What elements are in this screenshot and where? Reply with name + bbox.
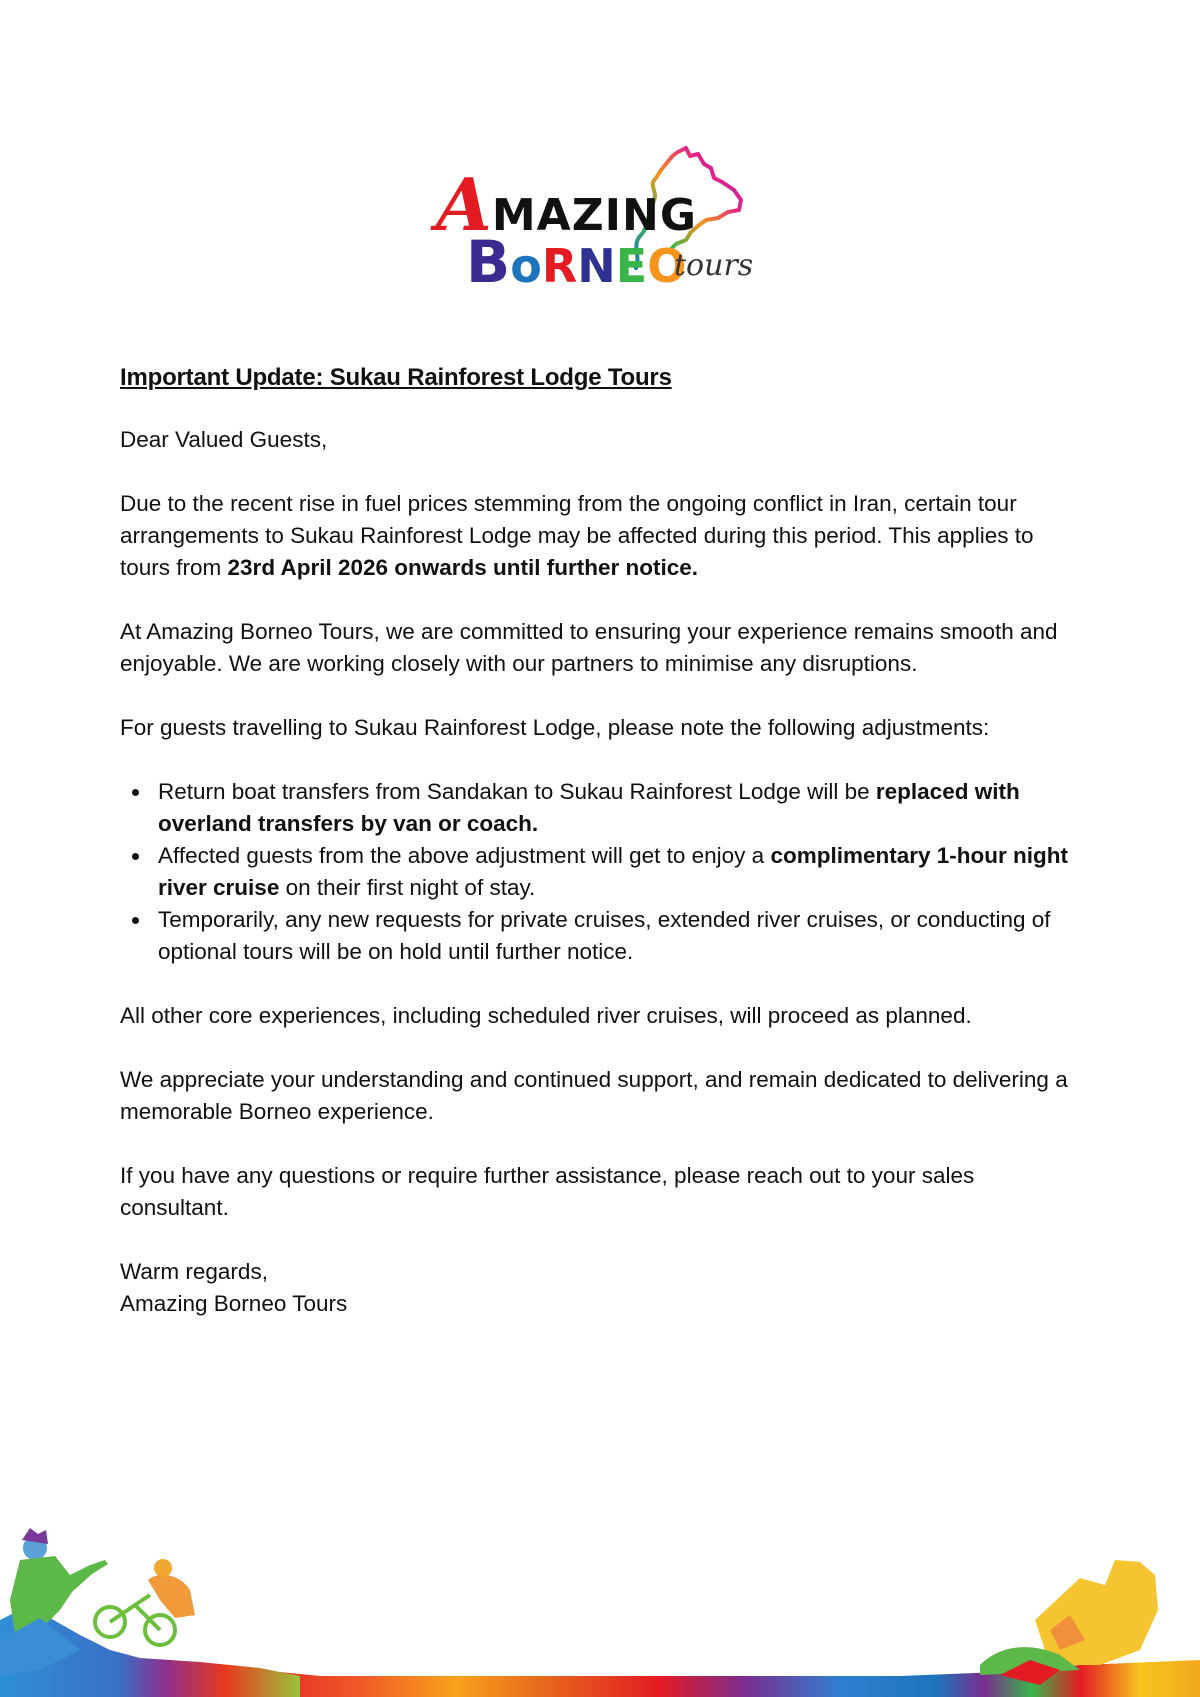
- logo-letter-n: N: [577, 239, 616, 293]
- list-item-text: Affected guests from the above adjustment will get to enjoy a: [158, 843, 771, 868]
- logo-letter-e: E: [615, 239, 648, 293]
- logo-borneo-B: B: [466, 228, 511, 296]
- paragraph-appreciation: We appreciate your understanding and continued support, and remain dedicated to delivering a memorable Borneo experience.: [120, 1067, 1068, 1124]
- list-item: [158, 904, 1080, 968]
- list-item-text-post: on their first night of stay.: [279, 875, 536, 900]
- logo-amazing-A: A: [436, 162, 492, 247]
- paragraph-fuel-notice: [120, 488, 1080, 584]
- list-item-text: Temporarily, any new requests for private cruises, extended river cruises, or conducting of optional tours will be on hold until further notice.: [158, 907, 1051, 964]
- paragraph-core-experiences: All other core experiences, including scheduled river cruises, will proceed as planned.: [120, 1003, 972, 1028]
- list-item: [158, 840, 1080, 904]
- company-logo: [436, 140, 766, 300]
- logo-amazing-rest: MAZING: [491, 190, 697, 241]
- letter-body: [120, 362, 1080, 1320]
- list-item-bold: replaced with overland transfers by van or coach.: [158, 779, 1020, 836]
- list-item: [158, 776, 1080, 840]
- logo-letter-o: o: [510, 239, 542, 293]
- footer-watercolor-art: [0, 1500, 1200, 1697]
- adjustments-list: [120, 776, 1080, 968]
- signature: Amazing Borneo Tours: [120, 1291, 348, 1316]
- paragraph-commitment: At Amazing Borneo Tours, we are committed to ensuring your experience remains smooth and enjoyable. We are working closely with our partners to minimise any disruptions.: [120, 619, 1058, 676]
- paragraph-text: Due to the recent rise in fuel prices stemming from the ongoing conflict in Iran, certain tour arrangements to Sukau Rainforest Lodge may be affected during this period. This applies to tours from: [120, 491, 1034, 580]
- logo-letter-o2: O: [647, 239, 687, 293]
- greeting: Dear Valued Guests,: [120, 427, 328, 452]
- logo-tours: tours: [674, 248, 754, 283]
- paragraph-adjustments-intro: For guests travelling to Sukau Rainforest Lodge, please note the following adjustments:: [120, 715, 990, 740]
- bullet-icon: [132, 917, 139, 924]
- bullet-icon: [132, 853, 139, 860]
- closing: Warm regards,: [120, 1259, 268, 1284]
- list-item-bold: complimentary 1-hour night river cruise: [158, 843, 1068, 900]
- bullet-icon: [132, 789, 139, 796]
- logo-letter-r: R: [541, 239, 578, 293]
- letter-title: Important Update: Sukau Rainforest Lodge Tours: [120, 364, 672, 391]
- paragraph-contact: If you have any questions or require further assistance, please reach out to your sales consultant.: [120, 1163, 975, 1220]
- effective-date: 23rd April 2026 onwards until further notice.: [227, 555, 699, 580]
- list-item-text: Return boat transfers from Sandakan to Sukau Rainforest Lodge will be: [158, 779, 876, 804]
